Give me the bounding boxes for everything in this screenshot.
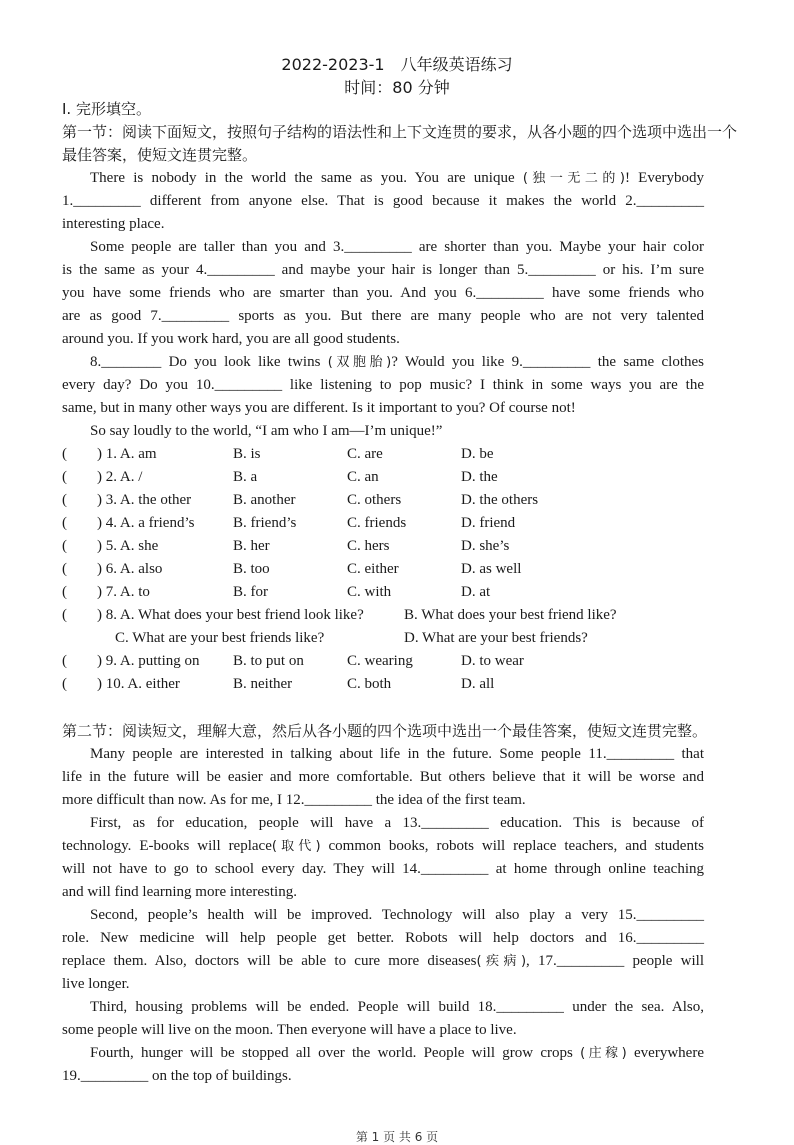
option-num: ( ) 2. A. / (62, 469, 143, 485)
text-segment: 1._________ different from anyone else. That is good because it makes the world 2._________ (62, 193, 704, 209)
passage-line (62, 260, 704, 280)
option-d: D. the (461, 469, 498, 485)
option-num: ( ) 1. A. am (62, 446, 157, 462)
option-c: C. others (347, 492, 402, 508)
option-b: B. a (233, 469, 258, 485)
exam-time: 时间：80 分钟 (344, 78, 450, 97)
text-segment: Many people are interested in talking about life in the future. Some people 11._________ that (90, 746, 704, 762)
text-segment: ! Everybody (624, 170, 704, 186)
section-heading: I. 完形填空。 (62, 100, 151, 118)
text-segment: , 17._________ people will (526, 953, 704, 969)
passage-line (62, 1066, 292, 1086)
q8-option-a: ( ) 8. A. What does your best friend look like? (62, 607, 364, 623)
exam-title: 2022-2023-1 八年级英语练习 (281, 55, 513, 74)
text-segment: interesting place. (62, 216, 165, 232)
option-num: ( ) 9. A. putting on (62, 653, 200, 669)
page-footer: 第 1 页 共 6 页 (355, 1130, 439, 1144)
text-segment: role. New medicine will help people get better. Robots will help doctors and 16._________ (62, 930, 704, 946)
passage-line (62, 928, 704, 948)
passage-line (90, 421, 442, 441)
text-segment: Third, housing problems will be ended. People will build 18._________ under the sea. Also, (90, 999, 704, 1015)
option-num: ( ) 4. A. a friend’s (62, 515, 195, 531)
passage-line (90, 744, 704, 764)
option-d: D. as well (461, 561, 522, 577)
passage-line (62, 836, 704, 857)
passage-line (90, 997, 704, 1017)
option-d: D. be (461, 446, 494, 462)
text-segment: same, but in many other ways you are different. Is it important to you? Of course not! (62, 400, 576, 416)
passage-line (62, 767, 704, 787)
text-segment: 8.________ Do you look like twins (90, 354, 328, 370)
passage-line (90, 813, 704, 833)
passage-line (62, 974, 130, 994)
text-segment: (疾病) (476, 954, 527, 969)
text-segment: is the same as your 4._________ and maybe your hair is longer than 5._________ or his. I’m sure (62, 262, 704, 278)
text-segment: replace them. Also, doctors will be able to cure more diseases (62, 953, 477, 969)
option-c: C. with (347, 584, 392, 600)
text-segment: technology. E-books will replace (62, 838, 272, 854)
option-d: D. the others (461, 492, 539, 508)
option-b: B. too (233, 561, 270, 577)
passage-line (62, 951, 704, 972)
passage-line (90, 1043, 704, 1064)
text-segment: life in the future will be easier and more comfortable. But others believe that it will be worse and (62, 769, 704, 785)
text-segment: around you. If you work hard, you are all good students. (62, 331, 400, 347)
option-num: ( ) 6. A. also (62, 561, 163, 577)
option-c: C. hers (347, 538, 390, 554)
text-segment: everywhere (626, 1045, 704, 1061)
option-b: B. another (233, 492, 296, 508)
passage-line (90, 352, 704, 373)
option-c: C. wearing (347, 653, 413, 669)
passage-line (90, 237, 704, 257)
passage-line (62, 882, 297, 902)
option-d: D. all (461, 676, 495, 692)
passage-line (62, 398, 576, 418)
passage-line (62, 1020, 517, 1040)
text-segment: every day? Do you 10._________ like listening to pop music? I think in some ways you are the (62, 377, 704, 393)
text-segment: will not have to go to school every day. They will 14._________ at home through online teaching (62, 861, 704, 877)
q8-option-b: B. What does your best friend like? (404, 607, 617, 623)
option-b: B. friend’s (233, 515, 297, 531)
text-segment: (独一无二的) (522, 171, 625, 186)
option-c: C. either (347, 561, 399, 577)
passage-line (62, 790, 526, 810)
text-segment: more difficult than now. As for me, I 12._________ the idea of the first team. (62, 792, 526, 808)
passage-line (62, 214, 164, 234)
text-segment: Some people are taller than you and 3._________ are shorter than you. Maybe your hair color (90, 239, 704, 255)
option-d: D. to wear (461, 653, 524, 669)
text-segment: 19._________ on the top of buildings. (62, 1068, 292, 1084)
passage-line (90, 168, 704, 189)
option-c: C. friends (347, 515, 407, 531)
option-d: D. she’s (461, 538, 510, 554)
option-c: C. both (347, 676, 392, 692)
passage-line (90, 905, 704, 925)
text-segment: Second, people’s health will be improved. Technology will also play a very 15._________ (90, 907, 704, 923)
passage-line (62, 283, 704, 303)
option-num: ( ) 7. A. to (62, 584, 150, 600)
option-c: C. are (347, 446, 383, 462)
passage-line (62, 191, 704, 211)
section2-instruction: 第二节：阅读短文，理解大意，然后从各小题的四个选项中选出一个最佳答案，使短文连贯完整。 (62, 722, 708, 740)
passage-line (62, 329, 400, 349)
option-num: ( ) 3. A. the other (62, 492, 192, 508)
text-segment: Fourth, hunger will be stopped all over the world. People will grow crops (90, 1045, 581, 1061)
text-segment: First, as for education, people will have a 13._________ education. This is because of (90, 815, 704, 831)
text-segment: So say loudly to the world, “I am who I am—I’m unique!” (90, 423, 443, 439)
option-d: D. friend (461, 515, 516, 531)
option-b: B. for (233, 584, 268, 600)
q8-option-d: D. What are your best friends? (404, 630, 588, 646)
section1-instruction: 第一节：阅读下面短文，按照句子结构的语法性和上下文连贯的要求，从各小题的四个选项中选出一个 (62, 123, 738, 141)
q8-option-c: C. What are your best friends like? (115, 630, 325, 646)
text-segment: you have some friends who are smarter than you. And you 6._________ have some friends who (62, 285, 704, 301)
text-segment: and will find learning more interesting. (62, 884, 297, 900)
option-b: B. to put on (233, 653, 304, 669)
passage-line (62, 375, 704, 395)
text-segment: live longer. (62, 976, 130, 992)
text-segment: are as good 7._________ sports as you. But there are many people who are not very talented (62, 308, 704, 324)
text-segment: (庄稼) (580, 1046, 627, 1061)
passage-line (62, 306, 704, 326)
text-segment: There is nobody in the world the same as you. You are unique (90, 170, 523, 186)
text-segment: (取代) (271, 839, 321, 854)
option-b: B. neither (233, 676, 293, 692)
option-c: C. an (347, 469, 379, 485)
option-num: ( ) 5. A. she (62, 538, 159, 554)
passage-line (62, 859, 704, 879)
section1-instruction-2: 最佳答案，使短文连贯完整。 (62, 146, 258, 164)
option-b: B. her (233, 538, 270, 554)
text-segment: common books, robots will replace teachers, and students (320, 838, 704, 854)
option-d: D. at (461, 584, 491, 600)
text-segment: (双胞胎) (327, 355, 392, 370)
option-b: B. is (233, 446, 261, 462)
option-num: ( ) 10. A. either (62, 676, 180, 692)
text-segment: some people will live on the moon. Then everyone will have a place to live. (62, 1022, 517, 1038)
text-segment: ? Would you like 9._________ the same clothes (391, 354, 705, 370)
